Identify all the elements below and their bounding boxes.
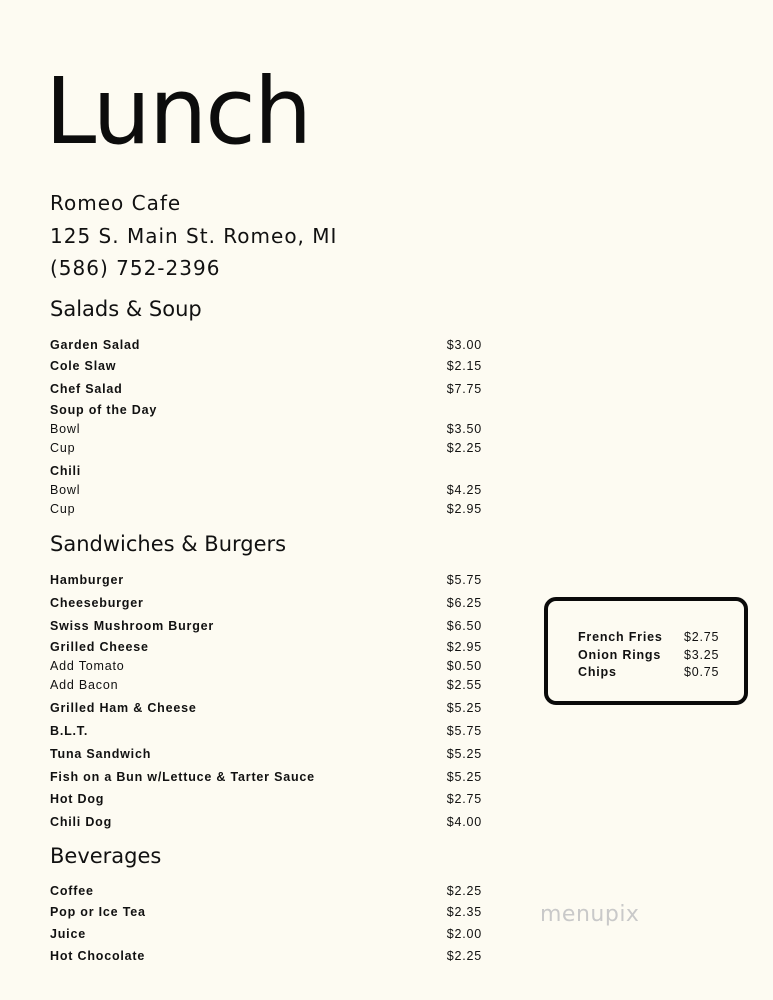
item-name: Cup (50, 441, 76, 455)
item-price: $2.00 (446, 927, 482, 941)
item-name: Chef Salad (50, 382, 123, 396)
item-name: Add Bacon (50, 678, 119, 692)
item-name: Cheeseburger (50, 596, 144, 610)
item-price: $5.75 (446, 573, 482, 587)
menu-item (50, 440, 482, 456)
item-name: Grilled Ham & Cheese (50, 701, 197, 715)
item-price: $2.25 (446, 949, 482, 963)
item-name: Fish on a Bun w/Lettuce & Tarter Sauce (50, 770, 315, 784)
menu-item (50, 746, 482, 762)
restaurant-name: Romeo Cafe (50, 191, 182, 215)
menu-item (50, 904, 482, 920)
item-name: Coffee (50, 884, 94, 898)
side-item-name: French Fries (578, 630, 663, 644)
item-price: $2.25 (446, 884, 482, 898)
menu-item (50, 337, 482, 353)
menu-item (50, 618, 482, 634)
menu-item (50, 358, 482, 374)
item-price: $2.75 (446, 792, 482, 806)
side-item-name: Onion Rings (578, 648, 662, 662)
item-name: Hamburger (50, 573, 124, 587)
menu-item (50, 501, 482, 517)
watermark-logo: menupix (540, 902, 640, 927)
item-price: $2.95 (446, 640, 482, 654)
item-price: $2.15 (446, 359, 482, 373)
item-name: Soup of the Day (50, 403, 158, 417)
item-name: Bowl (50, 483, 81, 497)
menu-item (50, 381, 482, 397)
side-item (578, 629, 724, 645)
menu-item (50, 402, 482, 418)
item-price: $2.35 (446, 905, 482, 919)
item-price: $3.50 (446, 422, 482, 436)
menu-item (50, 926, 482, 942)
side-item-price: $2.75 (684, 630, 720, 644)
menu-item (50, 482, 482, 498)
item-name: Grilled Cheese (50, 640, 149, 654)
item-name: Garden Salad (50, 338, 141, 352)
item-price: $5.25 (446, 770, 482, 784)
item-price: $6.25 (446, 596, 482, 610)
item-name: Cole Slaw (50, 359, 117, 373)
item-price: $5.25 (446, 747, 482, 761)
item-name: Hot Dog (50, 792, 105, 806)
menu-item (50, 658, 482, 674)
item-name: Chili (50, 464, 82, 478)
item-name: Chili Dog (50, 815, 113, 829)
item-name: Swiss Mushroom Burger (50, 619, 215, 633)
menu-item (50, 814, 482, 830)
menu-item (50, 791, 482, 807)
menu-item (50, 677, 482, 693)
menu-item (50, 723, 482, 739)
item-name: Tuna Sandwich (50, 747, 152, 761)
menu-item (50, 769, 482, 785)
item-price: $2.55 (446, 678, 482, 692)
menu-item (50, 700, 482, 716)
side-item-price: $3.25 (684, 648, 720, 662)
item-price: $3.00 (446, 338, 482, 352)
menu-item (50, 948, 482, 964)
item-name: Hot Chocolate (50, 949, 146, 963)
item-name: B.L.T. (50, 724, 89, 738)
item-price: $7.75 (446, 382, 482, 396)
section-title-beverages: Beverages (50, 844, 162, 868)
item-price: $0.50 (446, 659, 482, 673)
item-price: $5.25 (446, 701, 482, 715)
item-price: $4.25 (446, 483, 482, 497)
menu-item (50, 463, 482, 479)
item-name: Pop or Ice Tea (50, 905, 146, 919)
side-item-price: $0.75 (684, 665, 720, 679)
side-item (578, 664, 724, 680)
item-name: Add Tomato (50, 659, 125, 673)
menu-item (50, 639, 482, 655)
item-price: $6.50 (446, 619, 482, 633)
menu-item (50, 595, 482, 611)
item-price: $4.00 (446, 815, 482, 829)
side-item-name: Chips (578, 665, 617, 679)
item-price: $2.95 (446, 502, 482, 516)
item-name: Juice (50, 927, 86, 941)
menu-item (50, 572, 482, 588)
section-title-salads-soup: Salads & Soup (50, 297, 202, 321)
restaurant-address: 125 S. Main St. Romeo, MI (50, 224, 338, 248)
item-price: $5.75 (446, 724, 482, 738)
menu-item (50, 421, 482, 437)
item-name: Bowl (50, 422, 81, 436)
menu-item (50, 883, 482, 899)
item-price: $2.25 (446, 441, 482, 455)
item-name: Cup (50, 502, 76, 516)
section-title-sandwiches-burgers: Sandwiches & Burgers (50, 532, 287, 556)
side-item (578, 647, 724, 663)
page-title: Lunch (45, 58, 311, 165)
sides-box (544, 597, 748, 705)
restaurant-phone: (586) 752-2396 (50, 256, 221, 280)
